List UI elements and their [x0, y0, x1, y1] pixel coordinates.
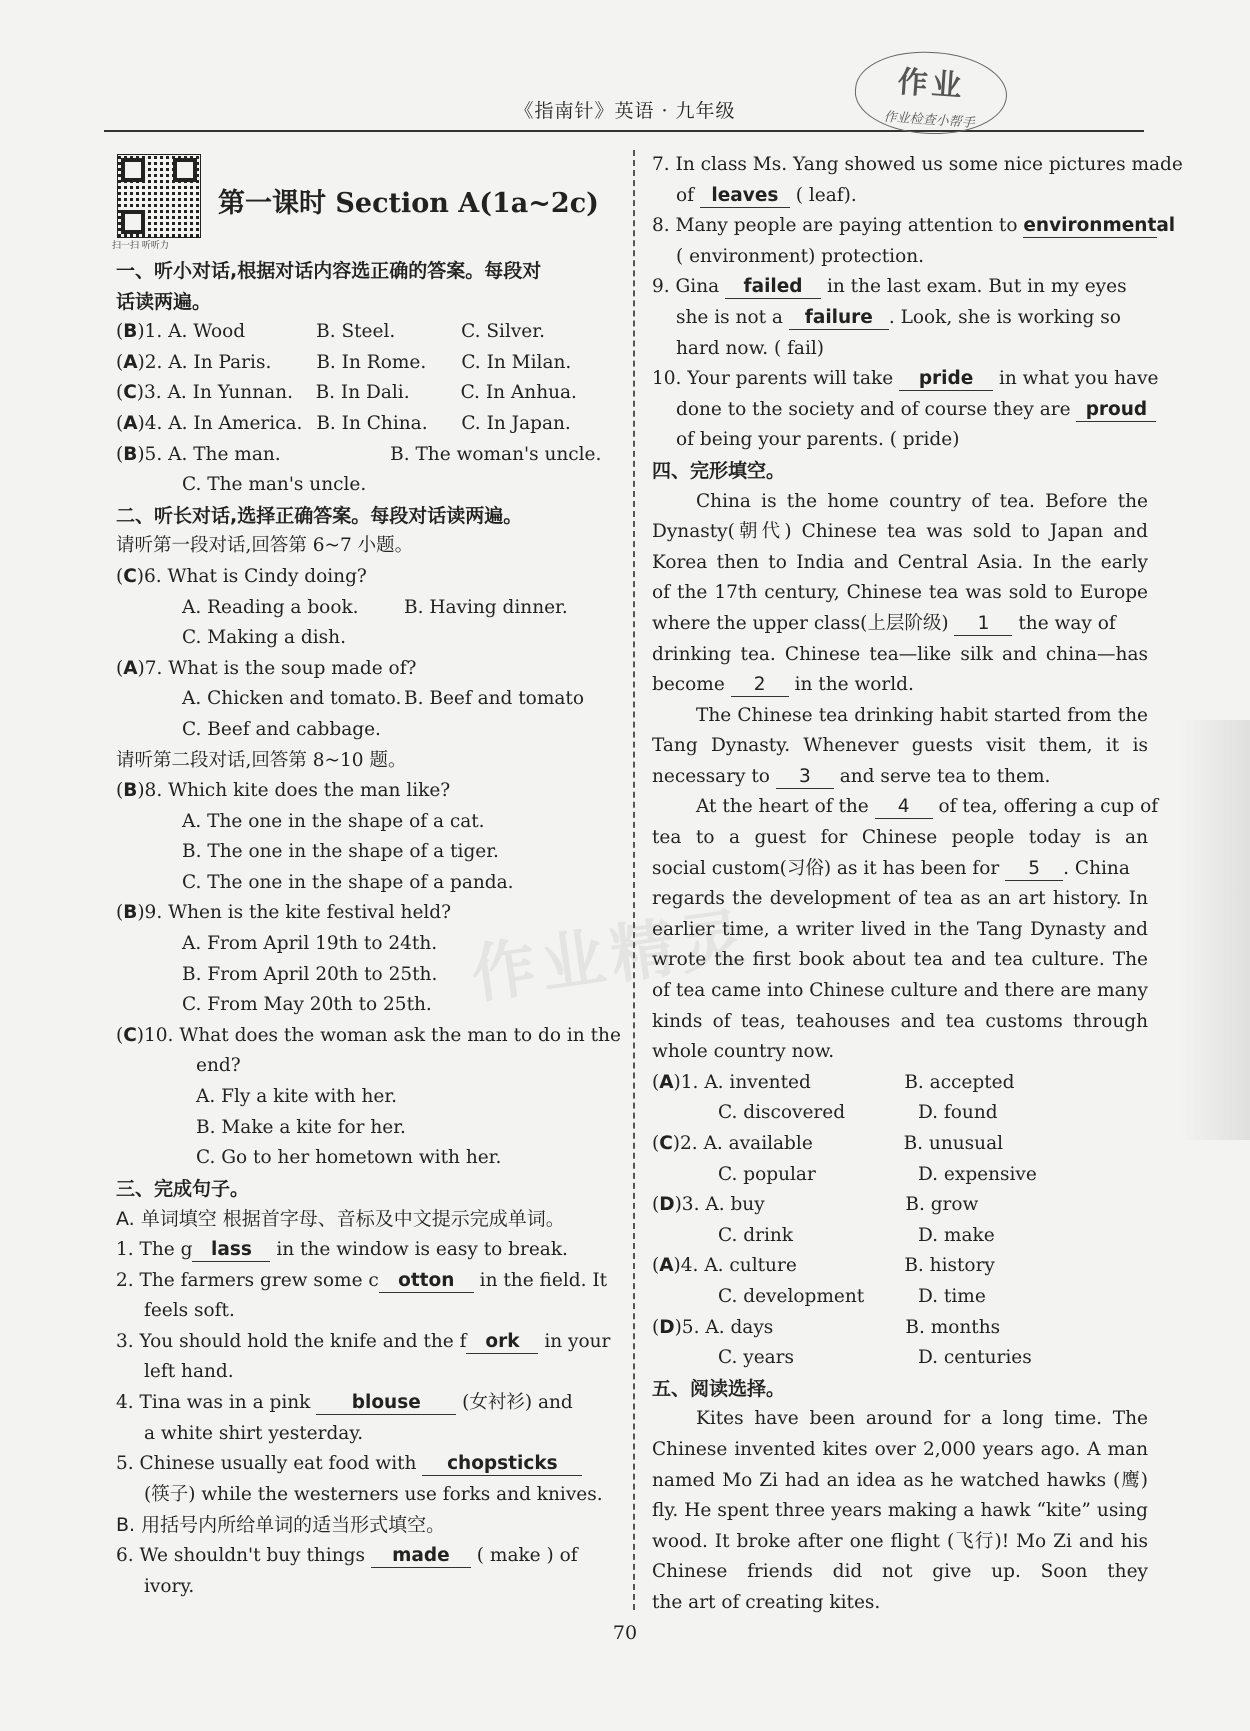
sentence-2-cont: feels soft.: [144, 1300, 235, 1322]
right-column: [652, 150, 1183, 1619]
page-edge-shadow: [1180, 720, 1250, 1140]
cloze-question-5: (D)5. A. days B. months: [652, 1316, 1001, 1338]
answer-mark: A: [123, 351, 138, 373]
answer-mark: B: [123, 321, 138, 343]
cloze-question-3-cd: C. drink D. make: [718, 1224, 995, 1246]
question-9-option-c: C. From May 20th to 25th.: [182, 994, 432, 1016]
sentence-4-cont: a white shirt yesterday.: [144, 1422, 364, 1444]
question-9-option-a: A. From April 19th to 24th.: [182, 933, 438, 955]
answer-blank: made: [371, 1545, 471, 1568]
answer-blank: ork: [466, 1331, 538, 1354]
sentence-5: 5. Chinese usually eat food with chopsticks: [116, 1449, 616, 1480]
answer-blank: pride: [899, 368, 993, 391]
passage-1-line: become 2 in the world.: [652, 674, 914, 696]
question-8-option-c: C. The one in the shape of a panda.: [182, 871, 514, 893]
sentence-3: 3. You should hold the knife and the f ork in your: [116, 1330, 611, 1352]
sentence-10: 10. Your parents will take pride in what you have: [652, 368, 1159, 390]
answer-blank: environmental: [1023, 215, 1176, 237]
passage-3-line: social custom(习俗) as it has been for 5 . China: [652, 857, 1130, 879]
sentence-7-cont: of leaves ( leaf).: [676, 184, 857, 206]
sentence-5-cont: (筷子) while the westerners use forks and knives.: [144, 1483, 603, 1505]
lesson-title: 第一课时 Section A(1a~2c): [218, 188, 599, 219]
page-header: 《指南针》英语 · 九年级: [514, 100, 736, 122]
reading-line: named Mo Zi had an idea as he watched hawks (鹰): [652, 1469, 1148, 1491]
answer-blank: otton: [379, 1270, 474, 1293]
question-1: (B)1. A. Wood B. Steel. C. Silver.: [116, 321, 545, 343]
section-3-part-b: B. 用括号内所给单词的适当形式填空。: [116, 1514, 446, 1537]
passage-2-line: necessary to 3 and serve tea to them.: [652, 765, 1051, 787]
passage-3-line: kinds of teas, teahouses and tea customs through: [652, 1010, 1148, 1032]
passage-1-line: where the upper class(上层阶级) 1 the way of: [652, 612, 1116, 634]
question-10-stem-cont: end?: [196, 1055, 241, 1077]
sentence-10-cont-2: of being your parents. ( pride): [676, 429, 960, 451]
section-2-title: 二、听长对话,选择正确答案。每段对话读两遍。: [116, 504, 523, 527]
left-column: [116, 256, 621, 1602]
question-10-option-c: C. Go to her hometown with her.: [196, 1147, 502, 1169]
section-2-sub-1: 请听第一段对话,回答第 6~7 小题。: [116, 535, 414, 557]
sentence-3-cont: left hand.: [144, 1361, 234, 1383]
sentence-4: 4. Tina was in a pink blouse (女衬衫) and: [116, 1391, 573, 1413]
question-8-option-a: A. The one in the shape of a cat.: [182, 810, 485, 832]
question-5: (B)5. A. The man. B. The woman's uncle.: [116, 443, 602, 465]
answer-blank: lass: [192, 1239, 270, 1262]
column-divider: [633, 150, 635, 1610]
cloze-blank-5: 5: [1005, 858, 1063, 881]
passage-1-line: Dynasty(朝代) Chinese tea was sold to Japan and: [652, 521, 1148, 543]
watermark: 作业精灵: [466, 899, 755, 1014]
section-1-title: 一、听小对话,根据对话内容选正确的答案。每段对: [116, 260, 542, 282]
answer-blank: blouse: [316, 1392, 456, 1415]
sentence-8-cont: ( environment) protection.: [676, 245, 925, 267]
passage-3-line: wrote the first book about tea and tea culture. The: [652, 949, 1148, 971]
passage-3-line: regards the development of tea as an art history. In: [652, 888, 1148, 910]
answer-mark: A: [123, 412, 138, 434]
question-8: (B)8. Which kite does the man like?: [116, 780, 451, 802]
passage-3-line: At the heart of the 4 of tea, offering a cup of: [696, 796, 1159, 818]
answer-mark: C: [123, 382, 137, 404]
cloze-question-5-cd: C. years D. centuries: [718, 1347, 1032, 1369]
stamp-bottom-text: 作业检查小帮手: [883, 109, 975, 132]
question-4: (A)4. A. In America. B. In China. C. In Japan.: [116, 412, 571, 434]
section-5-title: 五、阅读选择。: [652, 1377, 786, 1400]
qr-code-icon[interactable]: [117, 154, 201, 238]
page-number: 70: [612, 1622, 638, 1644]
answer-blank: leaves: [700, 185, 790, 208]
cloze-question-1-cd: C. discovered D. found: [718, 1102, 998, 1124]
reading-line: wood. It broke after one flight (飞行)! Mo Zi and his: [652, 1530, 1148, 1552]
passage-1-line: drinking tea. Chinese tea—like silk and china—has: [652, 643, 1148, 665]
passage-1-line: Korea then to India and Central Asia. In the early: [652, 551, 1148, 573]
question-5-option-c: C. The man's uncle.: [182, 474, 367, 496]
passage-3-line: whole country now.: [652, 1041, 835, 1063]
sentence-6-cont: ivory.: [144, 1575, 195, 1597]
reading-line: fly. He spent three years making a hawk “kite” using: [652, 1500, 1148, 1522]
question-7: (A)7. What is the soup made of?: [116, 657, 417, 679]
question-10-option-a: A. Fly a kite with her.: [196, 1086, 398, 1108]
passage-3-line: of tea came into Chinese culture and there are many: [652, 980, 1148, 1002]
answer-blank: failed: [725, 276, 821, 299]
reading-line: Kites have been around for a long time. The: [696, 1408, 1148, 1430]
sentence-9: 9. Gina failed in the last exam. But in my eyes: [652, 276, 1127, 298]
cloze-question-4: (A)4. A. culture B. history: [652, 1255, 995, 1277]
cloze-question-2-cd: C. popular D. expensive: [718, 1163, 1037, 1185]
answer-blank: proud: [1076, 399, 1156, 422]
answer-blank: failure: [789, 307, 889, 330]
sentence-10-cont: done to the society and of course they are proud: [652, 395, 1148, 426]
cloze-question-1: (A)1. A. invented B. accepted: [652, 1071, 1015, 1093]
question-10-option-b: B. Make a kite for her.: [196, 1116, 406, 1138]
sentence-2: 2. The farmers grew some c otton in the field. It: [116, 1269, 608, 1291]
sentence-7: 7. In class Ms. Yang showed us some nice pictures made: [652, 154, 1183, 175]
section-1-title-cont: 话读两遍。: [116, 290, 212, 313]
stamp-logo: [852, 47, 1009, 139]
sentence-8: 8. Many people are paying attention to environmental: [652, 215, 1176, 237]
cloze-question-4-cd: C. development D. time: [718, 1285, 986, 1307]
stamp-top-text: 作业: [896, 64, 967, 105]
reading-line: Chinese friends did not give up. Soon they: [652, 1561, 1148, 1583]
passage-1-line: China is the home country of tea. Before the: [696, 490, 1148, 512]
answer-mark: B: [123, 443, 138, 465]
qr-caption: 扫一扫 听听力: [112, 241, 169, 251]
sentence-9-cont: she is not a failure . Look, she is working so: [676, 306, 1121, 328]
answer-blank: chopsticks: [422, 1453, 582, 1476]
passage-1-line: of the 17th century, Chinese tea was sold to Europe: [652, 582, 1148, 604]
question-2: (A)2. A. In Paris. B. In Rome. C. In Milan.: [116, 351, 572, 373]
question-6-option-c: C. Making a dish.: [182, 627, 346, 649]
question-6-options: A. Reading a book. B. Having dinner.: [182, 596, 568, 618]
cloze-blank-1: 1: [954, 613, 1012, 636]
section-4-title: 四、完形填空。: [652, 459, 786, 482]
section-2-sub-2: 请听第二段对话,回答第 8~10 题。: [116, 749, 407, 771]
section-3-title: 三、完成句子。: [116, 1177, 250, 1200]
question-8-option-b: B. The one in the shape of a tiger.: [182, 841, 499, 863]
section-3-part-a: A. 单词填空 根据首字母、音标及中文提示完成单词。: [116, 1208, 565, 1231]
question-7-options: A. Chicken and tomato. B. Beef and tomato: [182, 688, 584, 710]
sentence-6: 6. We shouldn't buy things made ( make ) of: [116, 1544, 578, 1566]
question-3: (C)3. A. In Yunnan. B. In Dali. C. In Anhua.: [116, 382, 577, 404]
cloze-blank-4: 4: [875, 796, 933, 819]
passage-2-line: Tang Dynasty. Whenever guests visit them, it is: [652, 735, 1148, 757]
sentence-1: 1. The g lass in the window is easy to break.: [116, 1239, 568, 1260]
cloze-question-2: (C)2. A. available B. unusual: [652, 1133, 1004, 1154]
cloze-question-3: (D)3. A. buy B. grow: [652, 1194, 979, 1216]
cloze-blank-3: 3: [776, 766, 834, 789]
passage-3-line: earlier time, a writer lived in the Tang Dynasty and: [652, 918, 1148, 940]
sentence-9-cont-2: hard now. ( fail): [676, 337, 824, 359]
question-9: (B)9. When is the kite festival held?: [116, 902, 452, 924]
passage-2-line: The Chinese tea drinking habit started from the: [696, 704, 1148, 726]
question-6: (C)6. What is Cindy doing?: [116, 565, 367, 587]
question-7-option-c: C. Beef and cabbage.: [182, 718, 381, 740]
cloze-blank-2: 2: [731, 674, 789, 697]
reading-line: Chinese invented kites over 2,000 years ago. A man: [652, 1438, 1148, 1460]
reading-line: the art of creating kites.: [652, 1591, 881, 1613]
passage-3-line: tea to a guest for Chinese people today is an: [652, 827, 1148, 849]
question-10: (C)10. What does the woman ask the man to do in the: [116, 1024, 621, 1046]
question-9-option-b: B. From April 20th to 25th.: [182, 963, 438, 985]
